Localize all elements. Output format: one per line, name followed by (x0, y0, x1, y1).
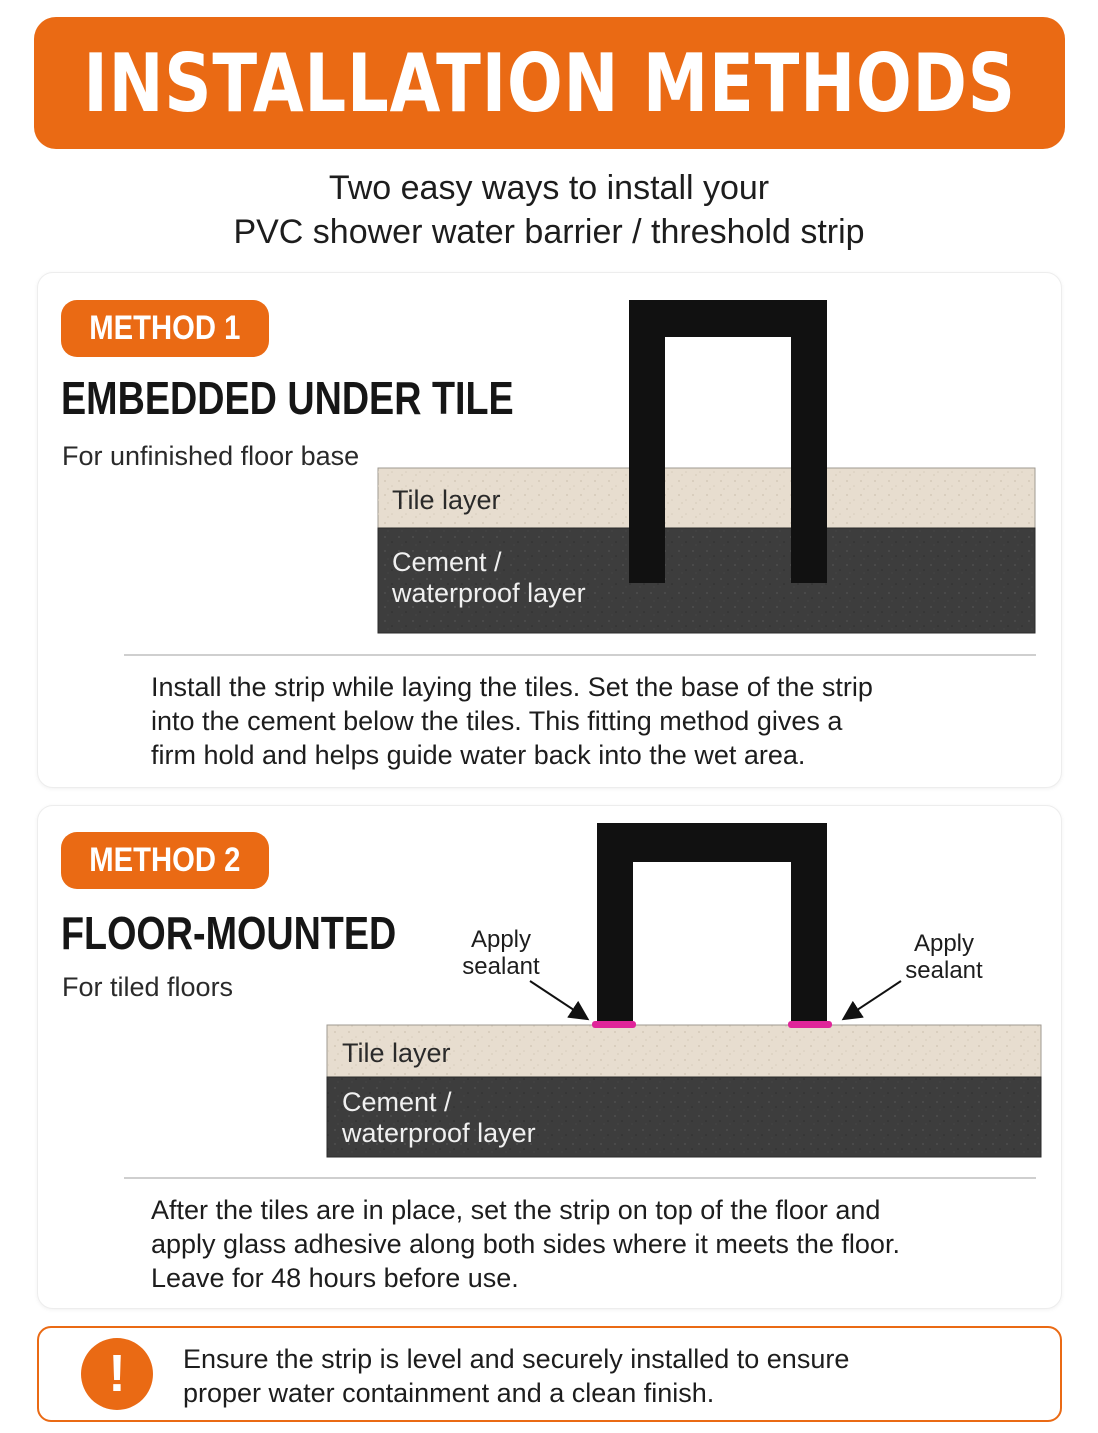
method-2-strip (597, 823, 827, 1025)
method-2-sealant-left (592, 1021, 636, 1028)
title-banner (34, 17, 1065, 149)
method-2-tile-label: Tile layer (342, 1038, 451, 1068)
method-1-description (151, 670, 911, 772)
method-1-cement-label-1: Cement / (392, 547, 502, 577)
method-2-sealant-right (788, 1021, 832, 1028)
method-1-desc-line: firm hold and helps guide water back into the wet area. (151, 740, 806, 770)
method-2-card (37, 805, 1062, 1309)
method-2-sealant-left-label-2: sealant (462, 953, 540, 980)
method-1-diagram (368, 295, 1048, 635)
method-1-divider (124, 654, 1036, 656)
method-2-diagram (318, 818, 1048, 1163)
method-1-badge-label: METHOD 1 (89, 309, 241, 347)
method-2-subtitle: For tiled floors (62, 972, 234, 1002)
note-line-1: Ensure the strip is level and securely installed to ensure (183, 1344, 850, 1374)
method-2-desc-line: Leave for 48 hours before use. (151, 1263, 519, 1293)
method-1-title: EMBEDDED UNDER TILE (61, 372, 514, 424)
method-2-cement-label-2: waterproof layer (342, 1118, 536, 1148)
method-1-desc-line: into the cement below the tiles. This fitting method gives a (151, 706, 843, 736)
method-1-card (37, 272, 1062, 788)
installation-note (37, 1326, 1062, 1422)
subtitle-line-1: Two easy ways to install your (328, 169, 770, 207)
method-2-description (151, 1193, 911, 1295)
note-line-2: proper water containment and a clean finish. (183, 1378, 715, 1408)
method-2-sealant-right-label-1: Apply (913, 930, 975, 957)
method-2-title: FLOOR-MOUNTED (61, 907, 397, 959)
method-1-tile-label: Tile layer (392, 485, 501, 515)
method-2-sealant-right-arrow (845, 981, 901, 1018)
method-2-desc-line: After the tiles are in place, set the strip on top of the floor and (151, 1195, 881, 1225)
page-subtitle (0, 166, 1098, 254)
note-text (183, 1342, 849, 1410)
method-2-cement-label-1: Cement / (342, 1087, 452, 1117)
method-2-sealant-right-label-2: sealant (905, 957, 983, 984)
method-2-sealant-left-label-1: Apply (470, 926, 532, 953)
method-2-divider (124, 1177, 1036, 1179)
method-2-sealant-left-arrow (530, 981, 586, 1018)
method-1-cement-label-2: waterproof layer (392, 578, 586, 608)
method-1-desc-line: Install the strip while laying the tiles. Set the base of the strip (151, 672, 873, 702)
exclamation-icon: ! (81, 1338, 153, 1410)
method-2-desc-line: apply glass adhesive along both sides where it meets the floor. (151, 1229, 900, 1259)
page-title: INSTALLATION METHODS (83, 36, 1016, 130)
subtitle-line-2: PVC shower water barrier / threshold strip (233, 213, 865, 251)
method-1-badge (61, 300, 269, 357)
method-2-badge (61, 832, 269, 889)
method-2-badge-label: METHOD 2 (89, 841, 241, 879)
method-1-subtitle: For unfinished floor base (62, 441, 360, 471)
